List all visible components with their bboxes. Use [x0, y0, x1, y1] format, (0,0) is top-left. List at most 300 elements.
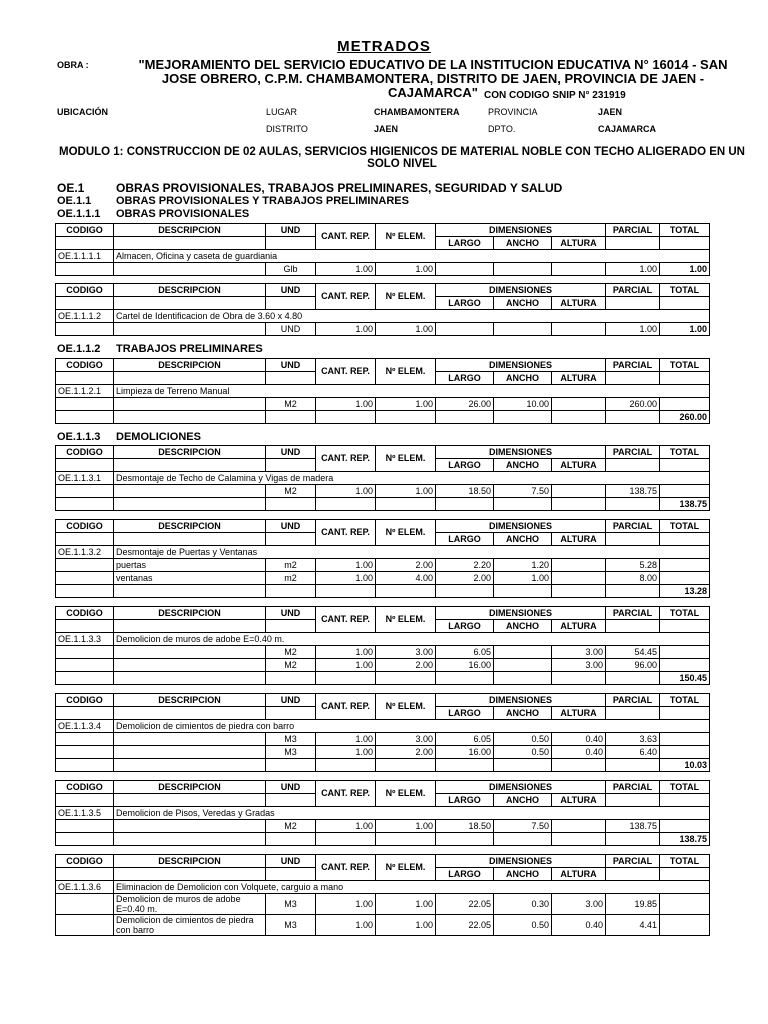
cell-cant-rep: 1.00	[316, 398, 376, 411]
header-codigo: CODIGO	[56, 224, 114, 237]
header-parcial: PARCIAL	[606, 855, 660, 868]
cell-codigo	[56, 915, 114, 936]
cell-blank	[606, 585, 660, 598]
cell-parcial: 5.28	[606, 559, 660, 572]
header-codigo: CODIGO	[56, 359, 114, 372]
header-und: UND	[266, 520, 316, 533]
total-value: 260.00	[660, 411, 710, 424]
header-altura: ALTURA	[552, 459, 606, 472]
cell-largo: 6.05	[436, 646, 494, 659]
header-parcial: PARCIAL	[606, 520, 660, 533]
header-descripcion: DESCRIPCION	[114, 359, 266, 372]
header-blank	[56, 297, 114, 310]
header-blank	[660, 459, 710, 472]
header-blank	[660, 868, 710, 881]
cell-descripcion: Demolicion de muros de adobe E=0.40 m.	[114, 894, 266, 915]
cell-und: M3	[266, 894, 316, 915]
header-blank	[56, 533, 114, 546]
header-blank	[56, 794, 114, 807]
page-title: METRADOS	[337, 38, 431, 55]
cell-und: m2	[266, 572, 316, 585]
header-blank	[114, 459, 266, 472]
section-title: TRABAJOS PRELIMINARES	[116, 343, 263, 355]
cell-und: M3	[266, 746, 316, 759]
cell-blank	[316, 498, 376, 511]
cell-n-elem: 1.00	[376, 820, 436, 833]
cell-n-elem: 2.00	[376, 559, 436, 572]
cell-n-elem: 1.00	[376, 398, 436, 411]
header-descripcion: DESCRIPCION	[114, 694, 266, 707]
cell-ancho	[494, 659, 552, 672]
cell-total: 1.00	[660, 263, 710, 276]
ubicacion-label: UBICACIÓN	[57, 107, 108, 117]
cell-blank	[56, 833, 114, 846]
table-row	[56, 820, 710, 833]
cell-largo: 18.50	[436, 485, 494, 498]
cell-altura: 3.00	[552, 659, 606, 672]
header-blank	[660, 620, 710, 633]
cell-blank	[56, 759, 114, 772]
cell-und: M3	[266, 915, 316, 936]
cell-descripcion	[114, 398, 266, 411]
table-header-row	[56, 607, 710, 620]
cell-blank	[376, 498, 436, 511]
header-largo: LARGO	[436, 459, 494, 472]
header-blank	[266, 533, 316, 546]
header-parcial: PARCIAL	[606, 359, 660, 372]
header-descripcion: DESCRIPCION	[114, 855, 266, 868]
header-blank	[606, 620, 660, 633]
total-value: 138.75	[660, 498, 710, 511]
section-code: OE.1.1.3	[57, 431, 101, 443]
header-parcial: PARCIAL	[606, 607, 660, 620]
cell-descripcion	[114, 659, 266, 672]
cell-blank	[266, 411, 316, 424]
header-total: TOTAL	[660, 855, 710, 868]
cell-blank	[606, 411, 660, 424]
cell-cant-rep: 1.00	[316, 733, 376, 746]
table-row	[56, 915, 710, 936]
cell-codigo	[56, 894, 114, 915]
cell-cant-rep: 1.00	[316, 572, 376, 585]
header-ancho: ANCHO	[494, 868, 552, 881]
provincia-label: PROVINCIA	[488, 107, 538, 117]
header-blank	[606, 372, 660, 385]
dpto-label: DPTO.	[488, 124, 516, 134]
item-row	[56, 310, 710, 323]
header-dimensiones: DIMENSIONES	[436, 781, 606, 794]
item-description: Almacen, Oficina y caseta de guardiania	[114, 250, 710, 263]
cell-parcial: 138.75	[606, 485, 660, 498]
cell-blank	[552, 833, 606, 846]
header-altura: ALTURA	[552, 868, 606, 881]
cell-largo: 16.00	[436, 659, 494, 672]
cell-largo: 2.00	[436, 572, 494, 585]
lugar-value: CHAMBAMONTERA	[374, 107, 460, 117]
cell-ancho	[494, 263, 552, 276]
header-n-elem: Nº ELEM.	[376, 694, 436, 720]
header-n-elem: Nº ELEM.	[376, 520, 436, 546]
header-total: TOTAL	[660, 224, 710, 237]
cell-parcial: 6.40	[606, 746, 660, 759]
cell-blank	[552, 585, 606, 598]
header-codigo: CODIGO	[56, 855, 114, 868]
cell-altura: 0.40	[552, 733, 606, 746]
header-largo: LARGO	[436, 372, 494, 385]
total-value: 13.28	[660, 585, 710, 598]
cell-blank	[266, 672, 316, 685]
cell-blank	[552, 759, 606, 772]
header-und: UND	[266, 359, 316, 372]
cell-blank	[114, 672, 266, 685]
cell-blank	[436, 498, 494, 511]
table-row	[56, 733, 710, 746]
header-blank	[660, 707, 710, 720]
total-row	[56, 833, 710, 846]
total-row	[56, 759, 710, 772]
cell-ancho: 10.00	[494, 398, 552, 411]
header-total: TOTAL	[660, 520, 710, 533]
header-und: UND	[266, 694, 316, 707]
cell-codigo	[56, 733, 114, 746]
header-blank	[114, 794, 266, 807]
cell-total	[660, 559, 710, 572]
cell-largo: 2.20	[436, 559, 494, 572]
header-dimensiones: DIMENSIONES	[436, 446, 606, 459]
distrito-label: DISTRITO	[266, 124, 308, 134]
table-header-row	[56, 446, 710, 459]
header-dimensiones: DIMENSIONES	[436, 224, 606, 237]
item-row	[56, 633, 710, 646]
table-row	[56, 398, 710, 411]
header-parcial: PARCIAL	[606, 781, 660, 794]
cell-parcial: 1.00	[606, 263, 660, 276]
header-blank	[56, 237, 114, 250]
cell-blank	[606, 833, 660, 846]
cell-parcial: 96.00	[606, 659, 660, 672]
header-altura: ALTURA	[552, 297, 606, 310]
header-ancho: ANCHO	[494, 237, 552, 250]
cell-und: M3	[266, 733, 316, 746]
header-n-elem: Nº ELEM.	[376, 359, 436, 385]
header-blank	[606, 237, 660, 250]
cell-codigo	[56, 572, 114, 585]
cell-blank	[436, 833, 494, 846]
cell-blank	[606, 672, 660, 685]
cell-blank	[114, 411, 266, 424]
header-dimensiones: DIMENSIONES	[436, 694, 606, 707]
header-blank	[266, 459, 316, 472]
header-blank	[114, 707, 266, 720]
header-cant-rep: CANT. REP.	[316, 520, 376, 546]
cell-blank	[552, 672, 606, 685]
header-n-elem: Nº ELEM.	[376, 284, 436, 310]
section-title: OBRAS PROVISIONALES	[116, 208, 250, 220]
cell-blank	[316, 759, 376, 772]
cell-blank	[266, 833, 316, 846]
cell-blank	[114, 759, 266, 772]
item-code: OE.1.1.1.2	[56, 310, 114, 323]
header-codigo: CODIGO	[56, 284, 114, 297]
cell-und: UND	[266, 323, 316, 336]
cell-descripcion: ventanas	[114, 572, 266, 585]
header-total: TOTAL	[660, 446, 710, 459]
header-blank	[660, 794, 710, 807]
cell-altura: 0.40	[552, 915, 606, 936]
header-n-elem: Nº ELEM.	[376, 855, 436, 881]
header-ancho: ANCHO	[494, 794, 552, 807]
header-dimensiones: DIMENSIONES	[436, 284, 606, 297]
item-code: OE.1.1.3.5	[56, 807, 114, 820]
cell-altura: 3.00	[552, 646, 606, 659]
cell-largo: 6.05	[436, 733, 494, 746]
header-codigo: CODIGO	[56, 694, 114, 707]
cell-blank	[56, 672, 114, 685]
table-row	[56, 746, 710, 759]
cell-total	[660, 733, 710, 746]
cell-blank	[114, 498, 266, 511]
cell-blank	[494, 759, 552, 772]
cell-parcial: 138.75	[606, 820, 660, 833]
cell-parcial: 8.00	[606, 572, 660, 585]
header-codigo: CODIGO	[56, 446, 114, 459]
cell-total	[660, 646, 710, 659]
header-dimensiones: DIMENSIONES	[436, 520, 606, 533]
cell-parcial: 19.85	[606, 894, 660, 915]
header-dimensiones: DIMENSIONES	[436, 359, 606, 372]
metrado-table	[55, 358, 710, 424]
header-blank	[606, 297, 660, 310]
table-row	[56, 559, 710, 572]
cell-blank	[266, 585, 316, 598]
item-code: OE.1.1.3.2	[56, 546, 114, 559]
cell-total	[660, 820, 710, 833]
table-row	[56, 646, 710, 659]
cell-altura	[552, 263, 606, 276]
cell-descripcion	[114, 746, 266, 759]
header-und: UND	[266, 781, 316, 794]
item-description: Desmontaje de Puertas y Ventanas	[114, 546, 710, 559]
header-blank	[56, 459, 114, 472]
header-blank	[606, 794, 660, 807]
header-cant-rep: CANT. REP.	[316, 446, 376, 472]
header-blank	[660, 297, 710, 310]
header-und: UND	[266, 607, 316, 620]
item-description: Limpieza de Terreno Manual	[114, 385, 710, 398]
cell-n-elem: 3.00	[376, 733, 436, 746]
cell-cant-rep: 1.00	[316, 746, 376, 759]
metrado-table	[55, 693, 710, 772]
cell-blank	[114, 585, 266, 598]
cell-blank	[56, 585, 114, 598]
item-row	[56, 881, 710, 894]
distrito-value: JAEN	[374, 124, 399, 134]
header-cant-rep: CANT. REP.	[316, 694, 376, 720]
cell-parcial: 260.00	[606, 398, 660, 411]
section-code: OE.1.1	[57, 195, 92, 207]
cell-blank	[436, 672, 494, 685]
cell-parcial: 4.41	[606, 915, 660, 936]
cell-largo	[436, 263, 494, 276]
header-ancho: ANCHO	[494, 459, 552, 472]
header-blank	[660, 533, 710, 546]
header-parcial: PARCIAL	[606, 694, 660, 707]
header-blank	[114, 533, 266, 546]
cell-ancho: 0.50	[494, 915, 552, 936]
cell-parcial: 1.00	[606, 323, 660, 336]
cell-total	[660, 894, 710, 915]
header-blank	[56, 868, 114, 881]
header-und: UND	[266, 284, 316, 297]
header-altura: ALTURA	[552, 794, 606, 807]
header-ancho: ANCHO	[494, 372, 552, 385]
header-cant-rep: CANT. REP.	[316, 855, 376, 881]
cell-altura: 3.00	[552, 894, 606, 915]
header-altura: ALTURA	[552, 372, 606, 385]
item-row	[56, 472, 710, 485]
table-header-row	[56, 359, 710, 372]
cell-cant-rep: 1.00	[316, 263, 376, 276]
header-blank	[114, 620, 266, 633]
cell-cant-rep: 1.00	[316, 820, 376, 833]
cell-und: Glb	[266, 263, 316, 276]
section-title: OBRAS PROVISIONALES, TRABAJOS PRELIMINARES, SEGURIDAD Y SALUD	[116, 181, 563, 195]
item-code: OE.1.1.3.6	[56, 881, 114, 894]
cell-blank	[114, 833, 266, 846]
cell-blank	[494, 833, 552, 846]
item-row	[56, 546, 710, 559]
cell-descripcion	[114, 485, 266, 498]
provincia-value: JAEN	[598, 107, 623, 117]
cell-codigo	[56, 659, 114, 672]
cell-blank	[494, 411, 552, 424]
header-n-elem: Nº ELEM.	[376, 607, 436, 633]
cell-blank	[606, 498, 660, 511]
table-header-row	[56, 224, 710, 237]
cell-altura	[552, 398, 606, 411]
item-code: OE.1.1.3.1	[56, 472, 114, 485]
cell-altura	[552, 485, 606, 498]
cell-n-elem: 2.00	[376, 659, 436, 672]
header-cant-rep: CANT. REP.	[316, 781, 376, 807]
total-value: 138.75	[660, 833, 710, 846]
header-codigo: CODIGO	[56, 607, 114, 620]
item-code: OE.1.1.1.1	[56, 250, 114, 263]
snip-code: CON CODIGO SNIP N° 231919	[484, 90, 626, 101]
cell-total	[660, 915, 710, 936]
cell-total: 1.00	[660, 323, 710, 336]
cell-blank	[316, 411, 376, 424]
header-altura: ALTURA	[552, 237, 606, 250]
header-n-elem: Nº ELEM.	[376, 446, 436, 472]
cell-codigo	[56, 398, 114, 411]
cell-codigo	[56, 263, 114, 276]
cell-blank	[266, 498, 316, 511]
cell-ancho: 1.00	[494, 572, 552, 585]
cell-blank	[56, 498, 114, 511]
header-total: TOTAL	[660, 694, 710, 707]
header-parcial: PARCIAL	[606, 446, 660, 459]
header-total: TOTAL	[660, 607, 710, 620]
header-blank	[114, 297, 266, 310]
header-largo: LARGO	[436, 237, 494, 250]
header-parcial: PARCIAL	[606, 284, 660, 297]
cell-blank	[494, 585, 552, 598]
lugar-label: LUGAR	[266, 107, 298, 117]
dpto-value: CAJAMARCA	[598, 124, 656, 134]
header-blank	[56, 707, 114, 720]
header-descripcion: DESCRIPCION	[114, 446, 266, 459]
cell-blank	[376, 759, 436, 772]
cell-descripcion	[114, 323, 266, 336]
header-largo: LARGO	[436, 297, 494, 310]
header-codigo: CODIGO	[56, 781, 114, 794]
cell-descripcion	[114, 646, 266, 659]
header-cant-rep: CANT. REP.	[316, 359, 376, 385]
header-largo: LARGO	[436, 707, 494, 720]
cell-blank	[436, 585, 494, 598]
cell-descripcion	[114, 820, 266, 833]
obra-text: "MEJORAMIENTO DEL SERVICIO EDUCATIVO DE LA INSTITUCION EDUCATIVA N° 16014 - SAN JOSE OBRERO, C.P.M. CHAMBAMONTERA, DISTRITO DE JAEN, PROVINCIA DE JAEN - CAJAMARCA"	[138, 57, 728, 100]
cell-ancho: 7.50	[494, 485, 552, 498]
header-blank	[114, 372, 266, 385]
section-code: OE.1	[57, 181, 85, 195]
metrado-table	[55, 445, 710, 511]
cell-cant-rep: 1.00	[316, 646, 376, 659]
table-row	[56, 485, 710, 498]
cell-cant-rep: 1.00	[316, 485, 376, 498]
cell-ancho: 0.50	[494, 733, 552, 746]
cell-blank	[606, 759, 660, 772]
item-row	[56, 807, 710, 820]
item-description: Eliminacion de Demolicion con Volquete, carguio a mano	[114, 881, 710, 894]
header-cant-rep: CANT. REP.	[316, 224, 376, 250]
cell-total	[660, 572, 710, 585]
cell-altura	[552, 820, 606, 833]
cell-cant-rep: 1.00	[316, 659, 376, 672]
cell-blank	[436, 411, 494, 424]
cell-blank	[376, 411, 436, 424]
table-header-row	[56, 520, 710, 533]
table-row	[56, 572, 710, 585]
cell-n-elem: 1.00	[376, 323, 436, 336]
cell-cant-rep: 1.00	[316, 894, 376, 915]
cell-n-elem: 1.00	[376, 894, 436, 915]
table-header-row	[56, 284, 710, 297]
header-total: TOTAL	[660, 359, 710, 372]
header-blank	[114, 237, 266, 250]
cell-und: M2	[266, 646, 316, 659]
cell-total	[660, 746, 710, 759]
header-total: TOTAL	[660, 781, 710, 794]
header-ancho: ANCHO	[494, 707, 552, 720]
item-code: OE.1.1.3.4	[56, 720, 114, 733]
header-blank	[266, 372, 316, 385]
header-largo: LARGO	[436, 794, 494, 807]
header-codigo: CODIGO	[56, 520, 114, 533]
header-altura: ALTURA	[552, 707, 606, 720]
cell-parcial: 54.45	[606, 646, 660, 659]
header-blank	[266, 297, 316, 310]
cell-blank	[552, 498, 606, 511]
cell-codigo	[56, 646, 114, 659]
header-cant-rep: CANT. REP.	[316, 284, 376, 310]
cell-n-elem: 1.00	[376, 915, 436, 936]
cell-blank	[56, 411, 114, 424]
header-descripcion: DESCRIPCION	[114, 607, 266, 620]
cell-total	[660, 485, 710, 498]
cell-blank	[266, 759, 316, 772]
